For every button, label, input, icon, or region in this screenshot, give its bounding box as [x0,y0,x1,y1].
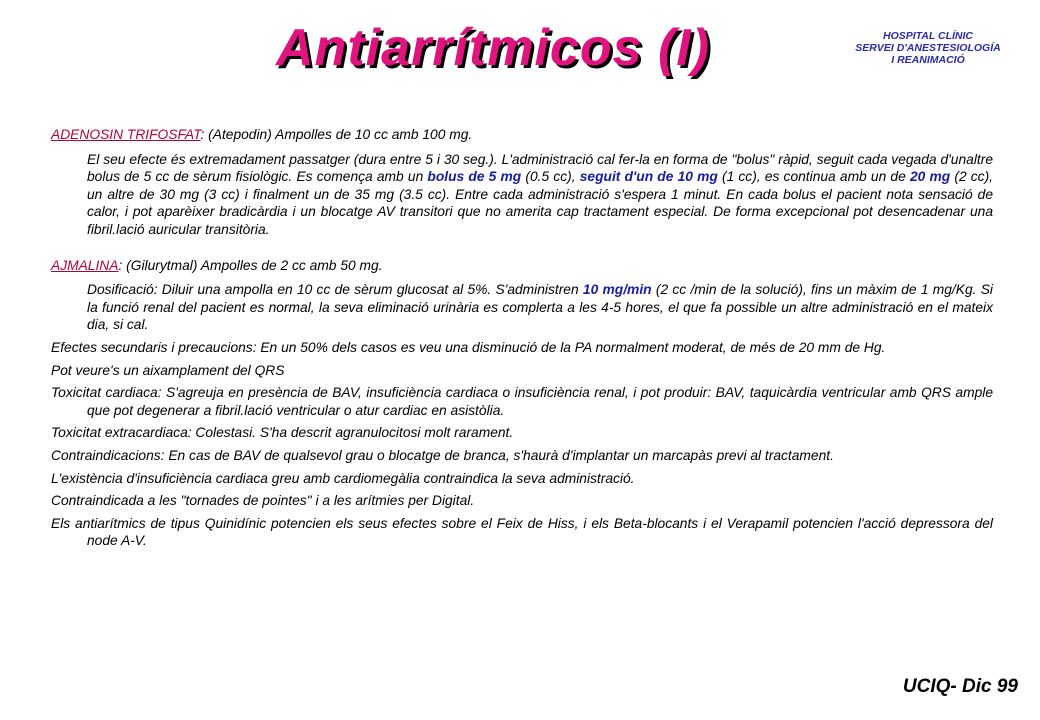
footer-label: UCIQ- Dic 99 [902,676,1018,697]
adenosin-text-2: (0.5 cc), [521,169,580,185]
hospital-line-1: HOSPITAL CLÍNIC [882,30,974,42]
adenosin-text-4: (2 cc), un altre de 30 mg (3 cc) i finalment un de 35 mg (3.5 cc). Entre cada administració s'espera 1 minut. En cada bolus el pacient nota sensació de calor, i pot aparèixer bradicàrdia i un blocatge AV transitori que no amerita cap tractament especial. De forma excepcional pot desencadenar una fibril.lació auricular transitòria. [87,169,994,237]
ajmalina-colon: : [118,257,123,273]
hospital-header [838,30,1018,66]
ajmalina-note: Efectes secundaris i precaucions: En un 50% dels casos es veu una disminució de la PA normalment moderat, de més de 20 mm de Hg. [51,339,886,355]
adenosin-dose-1: bolus de 5 mg [427,169,522,185]
slide-content [51,126,993,555]
ajmalina-dosage-text-2: (2 cc /min de la solució), fins un màxim de 1 mg/Kg. Si la funció renal del pacient es normal, la seva eliminació urinària es complerta a les 4-5 hores, el que fa possible un altre administració en el mateix dia, si cal. [87,282,994,333]
ajmalina-note: Toxicitat cardiaca: S'agreuja en presència de BAV, insuficiència cardiaca o insuficiència renal, i pot produir: BAV, taquicàrdia ventricular amb QRS ample que pot degenerar a fibril.lació ventricular o atur cardiac en asistòlia. [51,385,993,418]
adenosin-heading [51,126,993,144]
ajmalina-note: Pot veure's un aixamplament del QRS [51,362,285,378]
adenosin-intro: (Atepodin) Ampolles de 10 cc amb 100 mg. [204,127,473,142]
adenosin-dose-3: 20 mg [909,169,951,185]
adenosin-name: ADENOSIN TRIFOSFAT [51,127,201,142]
adenosin-description [51,151,993,239]
ajmalina-note: Contraindicacions: En cas de BAV de qualsevol grau o blocatge de branca, s'haurà d'implantar un marcapàs previ al tractament. [51,447,834,463]
ajmalina-dosage-rate: 10 mg/min [582,282,652,298]
adenosin-text-3: (1 cc), es continua amb un de [717,169,910,185]
ajmalina-dosage-text-1: Dosificació: Diluir una ampolla en 10 cc de sèrum glucosat al 5%. S'administren [87,282,583,298]
ajmalina-intro: (Gilurytmal) Ampolles de 2 cc amb 50 mg. [122,257,383,273]
adenosin-dose-2: seguit d'un de 10 mg [579,169,718,185]
hospital-line-2: SERVEI D'ANESTESIOLOGÍA [855,42,1001,54]
hospital-line-3: I REANIMACIÓ [891,54,965,66]
ajmalina-note: Els antiarítmics de tipus Quinidínic potencien els seus efectes sobre el Feix de Hiss, i els Beta-blocants i el Verapamil potencien l'acció depressora del node A-V. [51,515,993,549]
ajmalina-dosage [51,281,993,334]
ajmalina-note: L'existència d'insuficiència cardiaca greu amb cardiomegàlia contraindica la seva administració. [51,470,635,486]
ajmalina-note: Contraindicada a les "tornades de pointes" i a les arítmies per Digital. [51,493,475,509]
ajmalina-name: AJMALINA [51,257,119,273]
slide-title: Antiarrítmicos (I) [276,19,711,77]
ajmalina-heading [51,257,993,275]
ajmalina-note: Toxicitat extracardiaca: Colestasi. S'ha descrit agranulocitosi molt rarament. [51,425,514,441]
adenosin-colon: : [200,127,205,142]
adenosin-text-1: El seu efecte és extremadament passatger (dura entre 5 i 30 seg.). L'administració cal fer-la en forma de "bolus" ràpid, seguit cada vegada d'unaltre bolus de 5 cc de sèrum fisiològic. Es comença amb un [87,151,993,185]
